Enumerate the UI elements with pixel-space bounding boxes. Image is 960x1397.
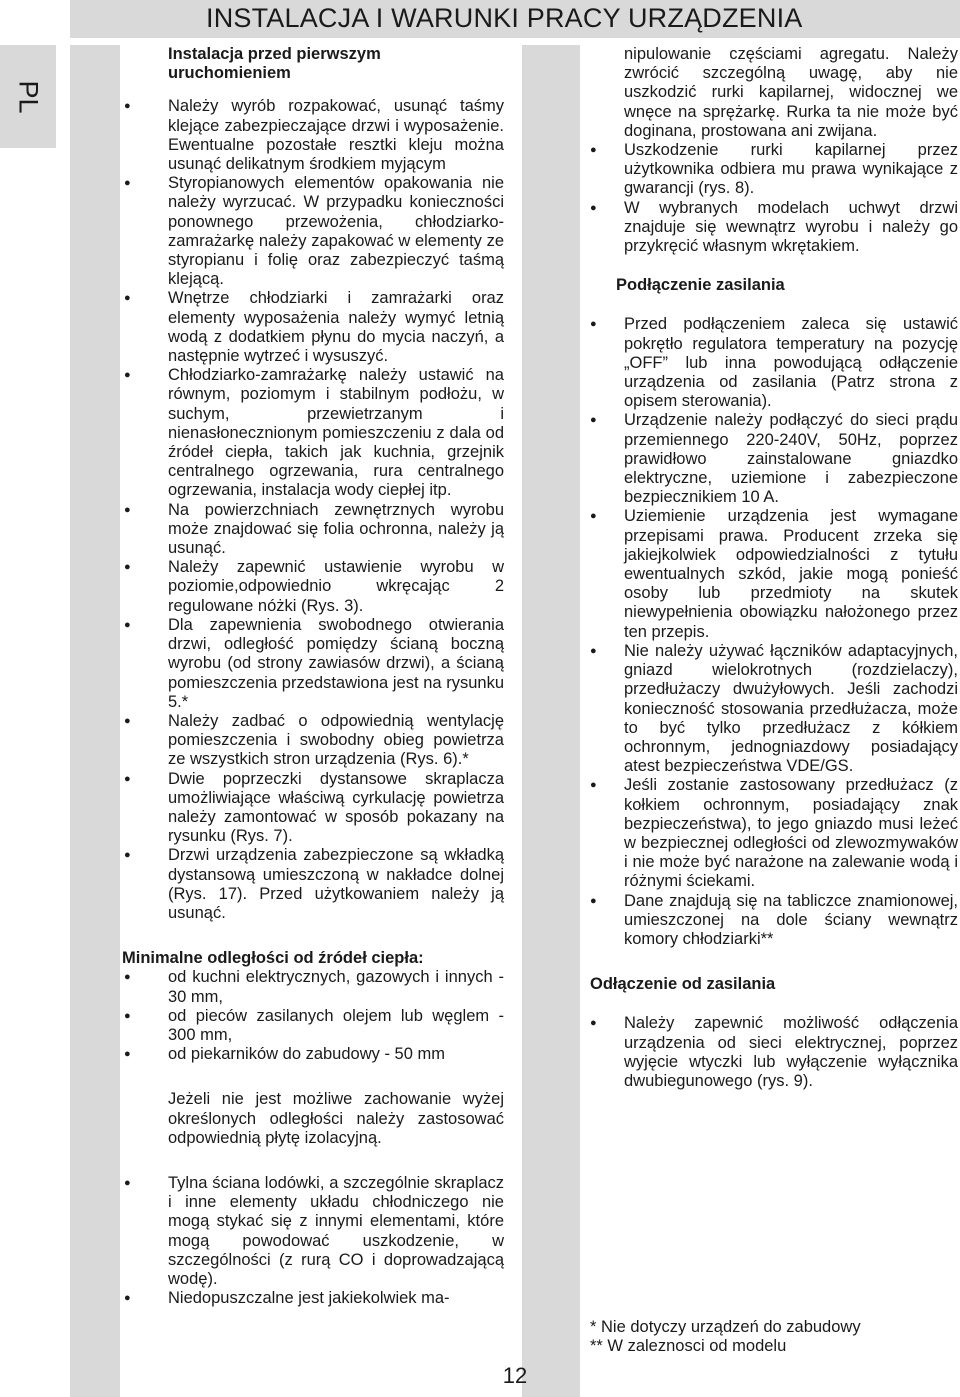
list-item: ● Należy zapewnić ustawienie wyrobu w poziomie,odpowiednio wkręcając 2 regulowane nóżki (Rys. 3).	[122, 558, 504, 616]
list-item: ● Należy wyrób rozpakować, usunąć taśmy klejące zabezpieczające drzwi i wyposażenie. Ewentualne pozostałe resztki kleju można usunąć delikatnym środkiem myjącym	[122, 97, 504, 174]
back-wall-list	[122, 1174, 504, 1308]
page-title: INSTALACJA I WARUNKI PRACY URZĄDZENIA	[206, 3, 803, 33]
list-item: ● Na powierzchniach zewnętrznych wyrobu może znajdować się folia ochronna, należy ją usunąć.	[122, 501, 504, 559]
section-title-disconnect: Odłączenie od zasilania	[590, 975, 776, 994]
list-item: ● od pieców zasilanych olejem lub węglem - 300 mm,	[122, 1007, 504, 1045]
language-label: PL	[13, 79, 44, 114]
list-item: ● Jeśli zostanie zastosowany przedłużacz (z kołkiem ochronnym, posiadający znak bezpieczeństwa), to jego gniazdo musi leżeć w bezpiecznej odległości od zlewozmywaków i nie może być narażone na zalewanie wodą i różnymi ściekami.	[590, 776, 958, 891]
capillary-list	[590, 141, 958, 256]
insulation-note: Jeżeli nie jest możliwe zachowanie wyżej określonych odległości należy zastosować odpowiednią płytę izolacyjną.	[168, 1090, 504, 1147]
list-item: ● Wnętrze chłodziarki i zamrażarki oraz elementy wyposażenia należy wymyć letnią wodą z dodatkiem płynu do mycia naczyń, a następnie wytrzeć i wysuszyć.	[122, 289, 504, 366]
installation-list	[122, 97, 504, 923]
footnote: ** W zaleznosci od modelu	[590, 1337, 787, 1356]
list-item: ● Dla zapewnienia swobodnego otwierania drzwi, odległość pomiędzy ścianą boczną wyrobu (od strony zawiasów drzwi), a ścianą pomieszczenia przedstawiona jest na rysunku 5.*	[122, 616, 504, 712]
footnotes	[590, 1318, 958, 1356]
footnote: * Nie dotyczy urządzeń do zabudowy	[590, 1318, 861, 1336]
disconnect-list	[590, 1014, 958, 1091]
right-column	[590, 45, 958, 1091]
power-list	[590, 315, 958, 949]
list-item: ● Niedopuszczalne jest jakiekolwiek ma-	[122, 1289, 504, 1308]
list-item: ● Styropianowych elementów opakowania nie należy wyrzucać. W przypadku konieczności ponownego przewożenia, chłodziarko-zamrażarkę należy zapakować w elementy ze styropianu i folię oraz zabezpieczyć taśmą klejącą.	[122, 174, 504, 289]
list-item: ● Uziemienie urządzenia jest wymagane przepisami prawa. Producent zrzeka się jakiejkolwiek odpowiedzialności z tytułu ewentualnych szkód, jakie mogą ponieść osoby lub przedmioty na skutek niewypełnienia obowiązku nałożonego przez ten przepis.	[590, 507, 958, 641]
list-item: ● od piekarników do zabudowy - 50 mm	[122, 1045, 504, 1064]
list-item: ● Uszkodzenie rurki kapilarnej przez użytkownika odbiera mu prawa wynikające z gwarancji (rys. 8).	[590, 141, 958, 199]
list-item: ● Przed podłączeniem zaleca się ustawić pokrętło regulatora temperatury na pozycję „OFF” lub inna powodującą odłączenie urządzenia od zasilania (Patrz strona z opisem sterowania).	[590, 315, 958, 411]
left-column	[122, 45, 504, 1308]
spacer	[122, 1064, 504, 1090]
section-title-installation: Instalacja przed pierwszym uruchomieniem	[168, 45, 381, 83]
spacer	[590, 949, 958, 975]
left-margin-strip	[70, 45, 120, 1397]
list-item: ● W wybranych modelach uchwyt drzwi znajduje się wewnątrz wyrobu i należy go przykręcić własnym wkrętakiem.	[590, 199, 958, 257]
list-item: ● Urządzenie należy podłączyć do sieci prądu przemiennego 220-240V, 50Hz, poprzez prawidłowo zainstalowane gniazdko elektryczne, uziemione i zabezpieczone bezpiecznikiem 10 A.	[590, 411, 958, 507]
spacer	[590, 256, 958, 276]
section-title-power: Podłączenie zasilania	[616, 276, 785, 295]
page-number: 12	[502, 1363, 528, 1388]
list-item: ● Drzwi urządzenia zabezpieczone są wkładką dystansową umieszczoną w nakładce dolnej (Rys. 17). Przed użytkowaniem należy ją usunąć.	[122, 846, 504, 923]
spacer	[122, 1148, 504, 1174]
list-item: ● Nie należy używać łączników adaptacyjnych, gniazd wielokrotnych (rozdzielaczy), przedłużaczy dwużyłowych. Jeśli zachodzi konieczność stosowania przedłużacza, może to być tylko przedłużacz z kółkiem ochronnym, jednogniazdowy posiadający atest bezpieczeństwa VDE/GS.	[590, 642, 958, 776]
language-tab	[0, 45, 56, 148]
list-item: ● Należy zapewnić możliwość odłączenia urządzenia od sieci elektrycznej, poprzez wyjęcie wtyczki lub wyłączenie wyłącznika dwubiegunowego (rys. 9).	[590, 1014, 958, 1091]
list-item: ● Dane znajdują się na tabliczce znamionowej, umieszczonej na dole ściany wewnątrz komory chłodziarki**	[590, 892, 958, 950]
list-item: ● od kuchni elektrycznych, gazowych i innych - 30 mm,	[122, 968, 504, 1006]
list-item: ● Tylna ściana lodówki, a szczególnie skraplacz i inne elementy układu chłodniczego nie mogą stykać się z innymi elementami, które mogą powodować uszkodzenie, w szczególności (z rurą CO i doprowadzającą wodę).	[122, 1174, 504, 1289]
distances-list	[122, 968, 504, 1064]
section-title-distances: Minimalne odległości od źródeł ciepła:	[122, 949, 424, 968]
list-item: ● Dwie poprzeczki dystansowe skraplacza umożliwiające właściwą cyrkulację powietrza należy zamontować w sposób pokazany na rysunku (Rys. 7).	[122, 770, 504, 847]
list-item: ● Należy zadbać o odpowiednią wentylację pomieszczenia i swobodny obieg powietrza ze wszystkich stron urządzenia (Rys. 6).*	[122, 712, 504, 770]
continued-text: nipulowanie częściami agregatu. Należy zwrócić szczególną uwagę, aby nie uszkodzić rurki kapilarnej, widocznej we wnęce na sprężarkę. Rurka ta nie może być doginana, prostowana ani zwijana.	[624, 45, 958, 140]
spacer	[122, 923, 504, 949]
list-item: ● Chłodziarko-zamrażarkę należy ustawić na równym, poziomym i stabilnym podłożu, w suchym, przewietrzanym i nienasłonecznionym pomieszczeniu z dala od źródeł ciepła, takich jak kuchnia, grzejnik centralnego ogrzewania, rura centralnego ogrzewania, instalacja wody ciepłej itp.	[122, 366, 504, 500]
center-gutter-strip	[522, 45, 580, 1397]
